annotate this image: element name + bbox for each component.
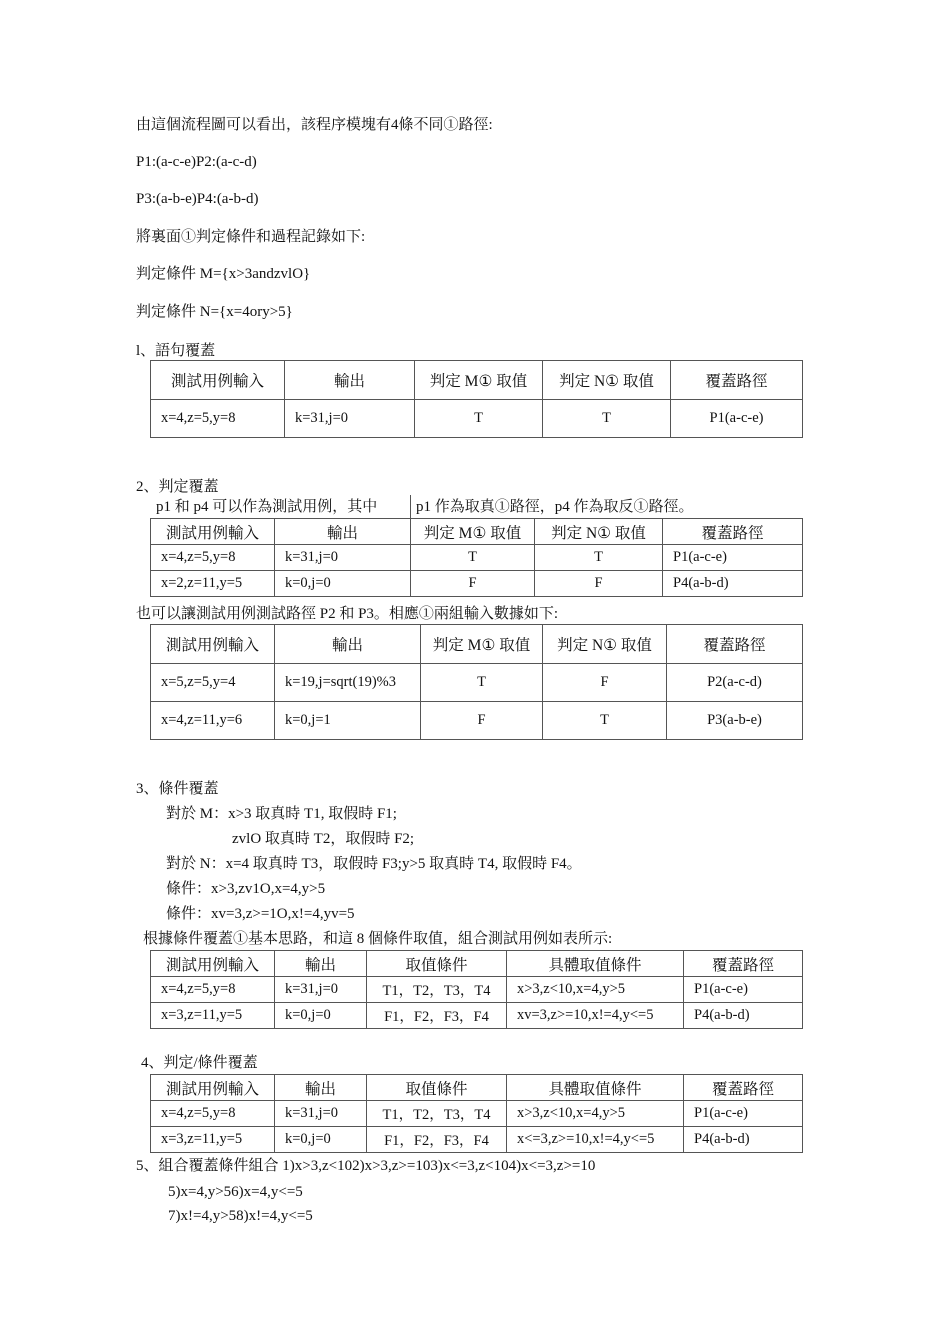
table-cell: F <box>543 664 667 702</box>
condition-coverage-table <box>150 950 803 1029</box>
condition-m-text-2: zvlO 取真時 T2，取假時 F2; <box>232 831 415 847</box>
decision-coverage-table <box>150 518 803 597</box>
header-cell: 取值條件 <box>367 951 507 977</box>
combination-line-1: 5)x=4,y>56)x=4,y<=5 <box>168 1184 303 1200</box>
table-cell: k=31,j=0 <box>275 1101 367 1127</box>
table-cell: T1，T2，T3，T4 <box>367 977 507 1003</box>
header-cell: 輸出 <box>275 1075 367 1101</box>
condition-m-text: 對於 M：x>3 取真時 T1, 取假時 F1; <box>166 806 397 822</box>
header-cell: 判定 N① 取值 <box>543 625 667 664</box>
table-cell: P2(a-c-d) <box>667 664 803 702</box>
table-cell: x>3,z<10,x=4,y>5 <box>507 977 684 1003</box>
table-cell: x=4,z=5,y=8 <box>151 977 275 1003</box>
table-cell: T <box>415 400 543 438</box>
section-3-title: 3、條件覆蓋 <box>136 781 219 797</box>
table-cell: k=31,j=0 <box>275 545 411 571</box>
table-cell: x=4,z=5,y=8 <box>151 400 285 438</box>
table-cell: F1，F2，F3，F4 <box>367 1003 507 1029</box>
intro-line: 由這個流程圖可以看出，該程序模塊有4條不同①路徑: <box>136 117 493 133</box>
table-cell: k=0,j=1 <box>275 702 421 740</box>
table-cell: T <box>543 400 671 438</box>
table-cell: P1(a-c-e) <box>671 400 803 438</box>
table-row <box>151 545 803 571</box>
table-cell: T <box>535 545 663 571</box>
p2-p3-table <box>150 624 803 740</box>
header-cell: 判定 N① 取值 <box>543 361 671 400</box>
header-cell: 測試用例輸入 <box>151 519 275 545</box>
header-cell: 測試用例輸入 <box>151 625 275 664</box>
paths-line-2: P3:(a-b-e)P4:(a-b-d) <box>136 191 259 207</box>
table-cell: k=31,j=0 <box>285 400 415 438</box>
header-cell: 覆蓋路徑 <box>667 625 803 664</box>
table-cell: F1，F2，F3，F4 <box>367 1127 507 1153</box>
table-cell: x=5,z=5,y=4 <box>151 664 275 702</box>
header-cell: 輸出 <box>275 519 411 545</box>
section-5-title: 5、組合覆蓋條件組合 1)x>3,z<102)x>3,z>=103)x<=3,z<104)x<=3,z>=10 <box>136 1158 596 1174</box>
condition-n-text: 對於 N：x=4 取真時 T3，取假時 F3;y>5 取真時 T4, 取假時 F4。 <box>166 856 582 872</box>
header-cell: 輸出 <box>275 625 421 664</box>
decision-note-left: p1 和 p4 可以作為測試用例，其中 <box>156 499 378 515</box>
table-row <box>151 1127 803 1153</box>
section-1-title: l、語句覆蓋 <box>136 343 216 359</box>
table-cell: k=0,j=0 <box>275 1127 367 1153</box>
condition-intro: 根據條件覆蓋①基本思路，和這 8 個條件取值，組合測試用例如表所示: <box>143 931 613 947</box>
header-cell: 判定 M① 取值 <box>411 519 535 545</box>
header-cell: 測試用例輸入 <box>151 951 275 977</box>
header-cell: 判定 N① 取值 <box>535 519 663 545</box>
table-header-row <box>151 361 803 400</box>
header-cell: 判定 M① 取值 <box>415 361 543 400</box>
header-cell: 輸出 <box>275 951 367 977</box>
table-cell: P4(a-b-d) <box>663 571 803 597</box>
table-row <box>151 977 803 1003</box>
table-cell: P1(a-c-e) <box>663 545 803 571</box>
header-cell: 測試用例輸入 <box>151 361 285 400</box>
statement-coverage-table <box>150 360 803 438</box>
table-cell: k=0,j=0 <box>275 1003 367 1029</box>
table-cell: P1(a-c-e) <box>684 977 803 1003</box>
table-cell: P3(a-b-e) <box>667 702 803 740</box>
table-header-row <box>151 625 803 664</box>
table-cell: x<=3,z>=10,x!=4,y<=5 <box>507 1127 684 1153</box>
table-cell: T1，T2，T3，T4 <box>367 1101 507 1127</box>
combination-line-2: 7)x!=4,y>58)x!=4,y<=5 <box>168 1208 313 1224</box>
table-cell: P4(a-b-d) <box>684 1003 803 1029</box>
table-cell: x=2,z=11,y=5 <box>151 571 275 597</box>
table-cell: k=0,j=0 <box>275 571 411 597</box>
condition-m: 判定條件 M={x>3andzvlO} <box>136 266 311 282</box>
table-cell: F <box>411 571 535 597</box>
table-cell: k=31,j=0 <box>275 977 367 1003</box>
header-cell: 判定 M① 取值 <box>421 625 543 664</box>
table-cell: xv=3,z>=10,x!=4,y<=5 <box>507 1003 684 1029</box>
condition-n: 判定條件 N={x=4ory>5} <box>136 304 293 320</box>
conditions-true: 條件：x>3,zv1O,x=4,y>5 <box>166 881 326 897</box>
table-cell: x=4,z=5,y=8 <box>151 1101 275 1127</box>
header-cell: 覆蓋路徑 <box>684 951 803 977</box>
table-cell: P4(a-b-d) <box>684 1127 803 1153</box>
table-row <box>151 1101 803 1127</box>
table-cell: T <box>411 545 535 571</box>
header-cell: 覆蓋路徑 <box>671 361 803 400</box>
table-row <box>151 400 803 438</box>
decision-note-right: p1 作為取真①路徑，p4 作為取反①路徑。 <box>416 499 694 515</box>
table-cell: x=4,z=5,y=8 <box>151 545 275 571</box>
header-cell: 具體取值條件 <box>507 951 684 977</box>
header-cell: 覆蓋路徑 <box>663 519 803 545</box>
table-cell: T <box>543 702 667 740</box>
table-row <box>151 571 803 597</box>
header-cell: 覆蓋路徑 <box>684 1075 803 1101</box>
paths-line-1: P1:(a-c-e)P2:(a-c-d) <box>136 154 257 170</box>
table-cell: x=4,z=11,y=6 <box>151 702 275 740</box>
record-line: 將裏面①判定條件和過程記錄如下: <box>136 229 366 245</box>
table-header-row <box>151 951 803 977</box>
table-header-row <box>151 1075 803 1101</box>
table-cell: k=19,j=sqrt(19)%3 <box>275 664 421 702</box>
table-cell: x=3,z=11,y=5 <box>151 1127 275 1153</box>
section-4-title: 4、判定/條件覆蓋 <box>141 1055 258 1071</box>
table-cell: F <box>535 571 663 597</box>
header-cell: 具體取值條件 <box>507 1075 684 1101</box>
header-cell: 測試用例輸入 <box>151 1075 275 1101</box>
table-row <box>151 664 803 702</box>
table-cell: T <box>421 664 543 702</box>
conditions-false: 條件：xv=3,z>=1O,x!=4,yv=5 <box>166 906 355 922</box>
header-cell: 取值條件 <box>367 1075 507 1101</box>
table-row <box>151 1003 803 1029</box>
table-cell: x=3,z=11,y=5 <box>151 1003 275 1029</box>
header-cell: 輸出 <box>285 361 415 400</box>
p2-p3-note: 也可以讓測試用例測試路徑 P2 和 P3。相應①兩組輸入數據如下: <box>136 606 559 622</box>
table-row <box>151 702 803 740</box>
table-cell: x>3,z<10,x=4,y>5 <box>507 1101 684 1127</box>
table-header-row <box>151 519 803 545</box>
table-cell: P1(a-c-e) <box>684 1101 803 1127</box>
section-2-title: 2、判定覆蓋 <box>136 479 219 495</box>
table-cell: F <box>421 702 543 740</box>
note-divider <box>410 495 411 519</box>
decision-condition-table <box>150 1074 803 1153</box>
